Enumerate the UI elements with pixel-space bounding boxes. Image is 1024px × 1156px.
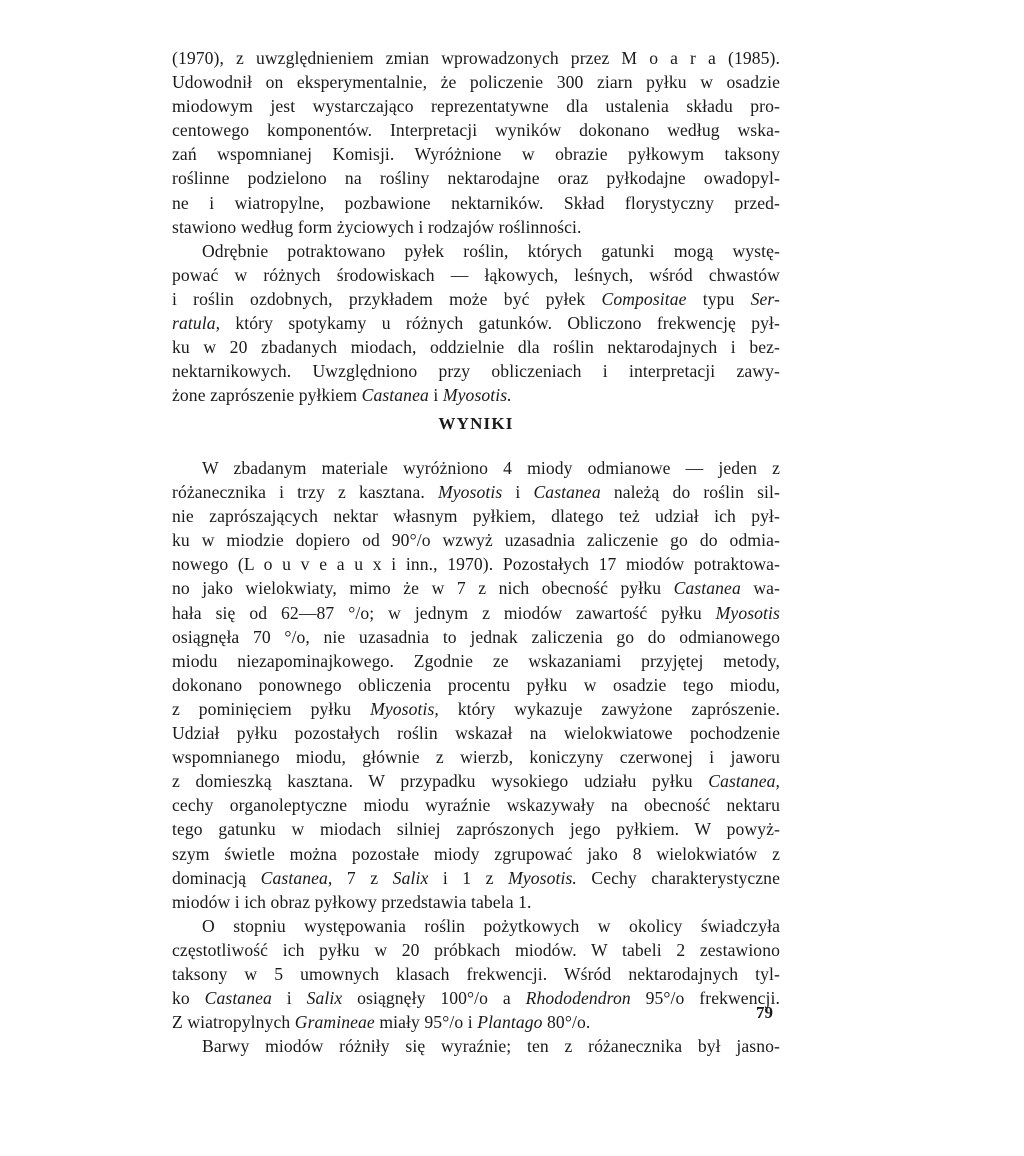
page-number: 79: [756, 1003, 773, 1022]
results-paragraph-3: [172, 1034, 780, 1058]
text-line: Udział pyłku pozostałych roślin wskazał na wielokwiatowe pochodzenie: [172, 723, 780, 744]
text-line: dominacją Castanea, 7 z Salix i 1 z Myosotis. Cechy charakterystyczne: [172, 867, 780, 888]
results-paragraph-2: [172, 914, 780, 1034]
text-line: pować w różnych środowiskach — łąkowych, leśnych, wśród chwastów: [172, 264, 780, 285]
text-line: O stopniu występowania roślin pożytkowych w okolicy świadczyła: [202, 915, 780, 936]
text-line: dokonano ponownego obliczenia procentu pyłku w osadzie tego miodu,: [172, 674, 780, 695]
text-line: nowego (L o u v e a u x i inn., 1970). Pozostałych 17 miodów potraktowa-: [172, 554, 780, 575]
text-line: W zbadanym materiale wyróżniono 4 miody odmianowe — jeden z: [202, 458, 780, 478]
text-line: hała się od 62—87 °/o; w jednym z miodów zawartość pyłku Myosotis: [172, 602, 780, 623]
text-line: miodów i ich obraz pyłkowy przedstawia tabela 1.: [172, 891, 532, 912]
text-line: z pominięciem pyłku Myosotis, który wykazuje zawyżone zaprószenie.: [172, 698, 780, 719]
intro-paragraph-2: [172, 239, 780, 408]
text-line: taksony w 5 umownych klasach frekwencji. Wśród nektarodajnych tyl-: [172, 963, 780, 984]
text-line: tego gatunku w miodach silniej zaprószonych jego pyłkiem. W powyż-: [172, 819, 780, 840]
text-line: ku w 20 zbadanych miodach, oddzielnie dla roślin nektarodajnych i bez-: [172, 337, 780, 358]
text-line: Odrębnie potraktowano pyłek roślin, których gatunki mogą wystę-: [202, 240, 780, 261]
text-line: no jako wielokwiaty, mimo że w 7 z nich obecność pyłku Castanea wa-: [172, 578, 781, 599]
text-line: ratula, który spotykamy u różnych gatunków. Obliczono frekwencję pył-: [172, 313, 780, 334]
text-line: roślinne podzielono na rośliny nektarodajne oraz pyłkodajne owadopyl-: [172, 168, 780, 189]
text-line: żone zaprószenie pyłkiem Castanea i Myosotis.: [172, 385, 512, 406]
text-line: Z wiatropylnych Gramineae miały 95°/o i Plantago 80°/o.: [172, 1012, 591, 1033]
intro-paragraph-1: [172, 46, 780, 239]
text-line: ne i wiatropylne, pozbawione nektarników. Skład florystyczny przed-: [172, 192, 780, 213]
text-line: miodowym jest wystarczająco reprezentatywne dla ustalenia składu pro-: [172, 96, 780, 117]
text-line: (1970), z uwzględnieniem zmian wprowadzonych przez M o a r a (1985).: [172, 48, 780, 68]
results-paragraph-1: [172, 456, 780, 914]
text-line: miodu niezapominajkowego. Zgodnie ze wskazaniami przyjętej metody,: [172, 650, 780, 671]
text-line: i roślin ozdobnych, przykładem może być pyłek Compositae typu Ser-: [172, 288, 780, 309]
text-line: wspomnianego miodu, głównie z wierzb, koniczyny czerwonej i jaworu: [172, 747, 780, 768]
results-section: [172, 456, 780, 1058]
text-line: Udowodnił on eksperymentalnie, że policzenie 300 ziarn pyłku w osadzie: [172, 72, 780, 93]
text-line: zań wspomnianej Komisji. Wyróżnione w obrazie pyłkowym taksony: [172, 144, 780, 165]
section-heading-wyniki: WYNIKI: [438, 414, 514, 433]
text-line: Barwy miodów różniły się wyraźnie; ten z różanecznika był jasno-: [202, 1036, 780, 1057]
text-line: szym świetle można pozostałe miody zgrupować jako 8 wielokwiatów z: [172, 843, 780, 864]
text-line: z domieszką kasztana. W przypadku wysokiego udziału pyłku Castanea,: [172, 771, 780, 792]
text-line: ku w miodzie dopiero od 90°/o wzwyż uzasadnia zaliczenie go do odmia-: [172, 530, 780, 551]
text-line: ko Castanea i Salix osiągnęły 100°/o a Rhododendron 95°/o frekwencji.: [172, 988, 780, 1009]
text-line: nie zaprószających nektar własnym pyłkiem, dlatego też udział ich pył-: [172, 506, 780, 527]
text-line: różanecznika i trzy z kasztana. Myosotis i Castanea należą do roślin sil-: [172, 482, 780, 503]
text-line: nektarnikowych. Uwzględniono przy obliczeniach i interpretacji zawy-: [172, 361, 780, 382]
text-line: cechy organoleptyczne miodu wyraźnie wskazywały na obecność nektaru: [172, 795, 780, 816]
text-line: centowego komponentów. Interpretacji wyników dokonano według wska-: [172, 120, 780, 141]
text-line: osiągnęła 70 °/o, nie uzasadnia to jednak zaliczenia go do odmianowego: [172, 626, 780, 647]
text-line: częstotliwość ich pyłku w 20 próbkach miodów. W tabeli 2 zestawiono: [172, 939, 780, 960]
text-line: stawiono według form życiowych i rodzajów roślinności.: [172, 216, 582, 237]
